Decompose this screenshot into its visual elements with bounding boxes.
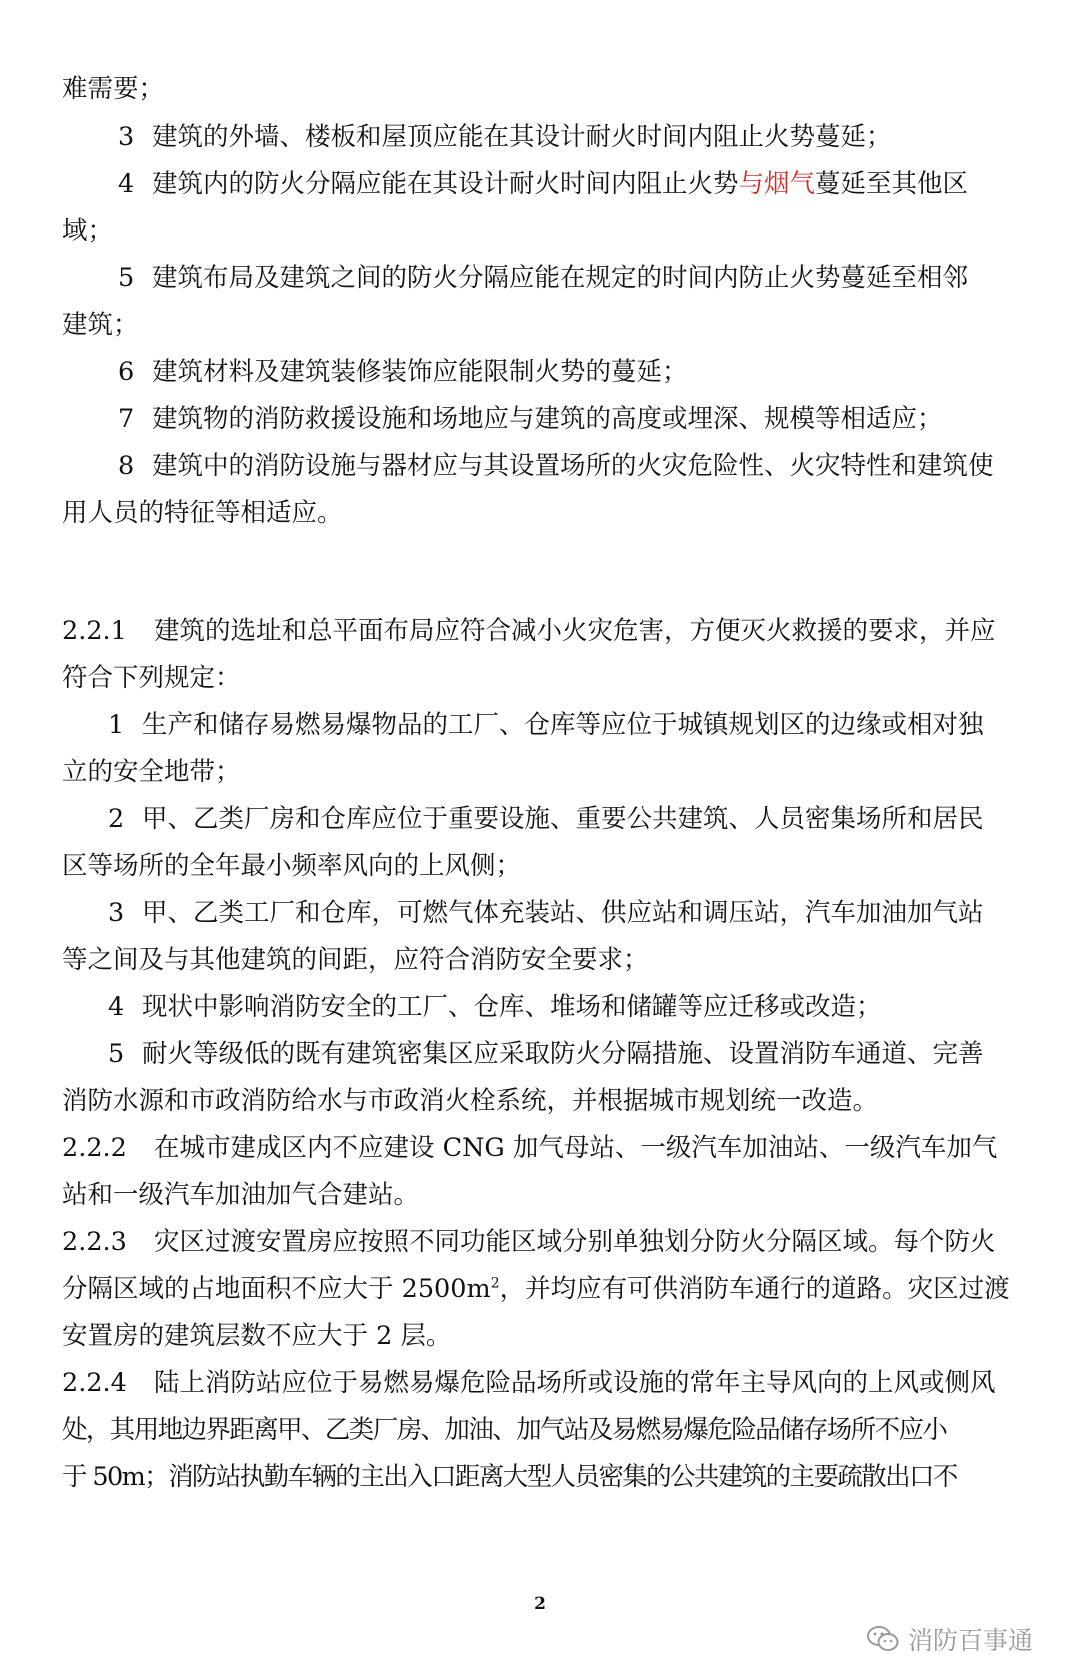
item-number: 4 bbox=[108, 992, 125, 1022]
text-line bbox=[62, 496, 343, 530]
item-number: 8 bbox=[118, 451, 135, 481]
list-item bbox=[108, 896, 984, 930]
line-text: 陆上消防站应位于易燃易爆危险品场所或设施的常年主导风向的上风或侧风 bbox=[154, 1368, 996, 1398]
line-text: 安置房的建筑层数不应大于 2 层。 bbox=[62, 1321, 452, 1351]
line-text: 建筑布局及建筑之间的防火分隔应能在规定的时间内防止火势蔓延至相邻 bbox=[152, 263, 969, 293]
line-text: 建筑的外墙、楼板和屋顶应能在其设计耐火时间内阻止火势蔓延； bbox=[152, 122, 892, 152]
line-text: 建筑物的消防救援设施和场地应与建筑的高度或埋深、规模等相适应； bbox=[152, 404, 943, 434]
list-item bbox=[108, 990, 882, 1024]
text-line bbox=[62, 1460, 957, 1494]
wechat-icon bbox=[866, 1624, 900, 1654]
line-text: 用人员的特征等相适应。 bbox=[62, 498, 343, 528]
text-line bbox=[62, 943, 649, 977]
clause-number: 2.2.3 bbox=[62, 1227, 127, 1257]
text-line bbox=[62, 1178, 419, 1212]
line-text: 立的安全地带； bbox=[62, 757, 241, 787]
line-text: 于 50m；消防站执勤车辆的主出入口距离大型人员密集的公共建筑的主要疏散出口不 bbox=[62, 1462, 957, 1492]
clause-number: 2.2.2 bbox=[62, 1133, 127, 1163]
text-line bbox=[62, 849, 521, 883]
line-text: 建筑内的防火分隔应能在其设计耐火时间内阻止火势 bbox=[152, 169, 739, 199]
item-number: 7 bbox=[118, 404, 135, 434]
line-text: 区等场所的全年最小频率风向的上风侧； bbox=[62, 851, 522, 881]
line-text: 建筑； bbox=[62, 310, 139, 340]
text-line bbox=[62, 661, 241, 695]
text-line bbox=[62, 1084, 878, 1118]
line-text: 建筑的选址和总平面布局应符合减小火灾危害，方便灭火救援的要求，并应 bbox=[154, 616, 996, 646]
list-item bbox=[118, 355, 688, 389]
line-text: 在城市建成区内不应建设 CNG 加气母站、一级汽车加油站、一级汽车加气 bbox=[154, 1133, 998, 1163]
text-line bbox=[62, 1272, 1010, 1306]
line-text: 甲、乙类厂房和仓库应位于重要设施、重要公共建筑、人员密集场所和居民 bbox=[142, 804, 984, 834]
item-number: 5 bbox=[118, 263, 135, 293]
line-text: 建筑中的消防设施与器材应与其设置场所的火灾危险性、火灾特性和建筑使 bbox=[152, 451, 994, 481]
clause-line bbox=[62, 1131, 997, 1165]
item-number: 3 bbox=[108, 898, 125, 928]
text-line bbox=[62, 72, 164, 106]
line-text: 蔓延至其他区 bbox=[815, 169, 969, 199]
list-item bbox=[108, 708, 984, 742]
line-text: 生产和储存易燃易爆物品的工厂、仓库等应位于城镇规划区的边缘或相对独 bbox=[142, 710, 984, 740]
line-text: 消防水源和市政消防给水与市政消火栓系统，并根据城市规划统一改造。 bbox=[62, 1086, 879, 1116]
line-text: ，并均应有可供消防车通行的道路。灾区过渡 bbox=[499, 1274, 1010, 1304]
list-item bbox=[118, 449, 994, 483]
line-text: 耐火等级低的既有建筑密集区应采取防火分隔措施、设置消防车通道、完善 bbox=[142, 1039, 984, 1069]
clause-number: 2.2.1 bbox=[62, 616, 127, 646]
clause-number: 2.2.4 bbox=[62, 1368, 127, 1398]
line-text: 域； bbox=[62, 216, 114, 246]
watermark-text: 消防百事通 bbox=[908, 1626, 1034, 1655]
text-line bbox=[62, 214, 113, 248]
list-item bbox=[108, 802, 984, 836]
superscript: 2 bbox=[490, 1275, 500, 1292]
clause-line bbox=[62, 1366, 996, 1400]
line-text: 站和一级汽车加油加气合建站。 bbox=[62, 1180, 420, 1210]
line-text: 现状中影响消防安全的工厂、仓库、堆场和储罐等应迁移或改造； bbox=[142, 992, 882, 1022]
section-heading bbox=[0, 555, 1080, 589]
list-item bbox=[118, 261, 968, 295]
line-text: 等之间及与其他建筑的间距，应符合消防安全要求； bbox=[62, 945, 649, 975]
item-number: 1 bbox=[108, 710, 125, 740]
watermark bbox=[866, 1622, 1033, 1656]
highlighted-text: 与烟气 bbox=[738, 169, 816, 199]
text-line bbox=[62, 755, 241, 789]
line-text: 难需要； bbox=[62, 74, 165, 104]
line-text: 甲、乙类工厂和仓库，可燃气体充装站、供应站和调压站，汽车加油加气站 bbox=[142, 898, 984, 928]
text-line bbox=[62, 308, 139, 342]
clause-line bbox=[62, 1225, 996, 1259]
text-line bbox=[62, 1413, 946, 1447]
list-item bbox=[118, 167, 968, 201]
line-text: 分隔区域的占地面积不应大于 2500m bbox=[62, 1274, 491, 1304]
clause-line bbox=[62, 614, 996, 648]
item-number: 3 bbox=[118, 122, 135, 152]
line-text: 处，其用地边界距离甲、乙类厂房、加油、加气站及易燃易爆危险品储存场所不应小 bbox=[62, 1415, 947, 1445]
item-number: 4 bbox=[118, 169, 135, 199]
list-item bbox=[118, 120, 892, 154]
text-line bbox=[62, 1319, 451, 1353]
line-text: 灾区过渡安置房应按照不同功能区域分别单独划分防火分隔区域。每个防火 bbox=[154, 1227, 996, 1257]
list-item bbox=[108, 1037, 984, 1071]
line-text: 建筑材料及建筑装修装饰应能限制火势的蔓延； bbox=[152, 357, 688, 387]
line-text: 符合下列规定： bbox=[62, 663, 241, 693]
item-number: 2 bbox=[108, 804, 125, 834]
item-number: 6 bbox=[118, 357, 135, 387]
list-item bbox=[118, 402, 943, 436]
item-number: 5 bbox=[108, 1039, 125, 1069]
page-number: 2 bbox=[534, 1594, 546, 1614]
